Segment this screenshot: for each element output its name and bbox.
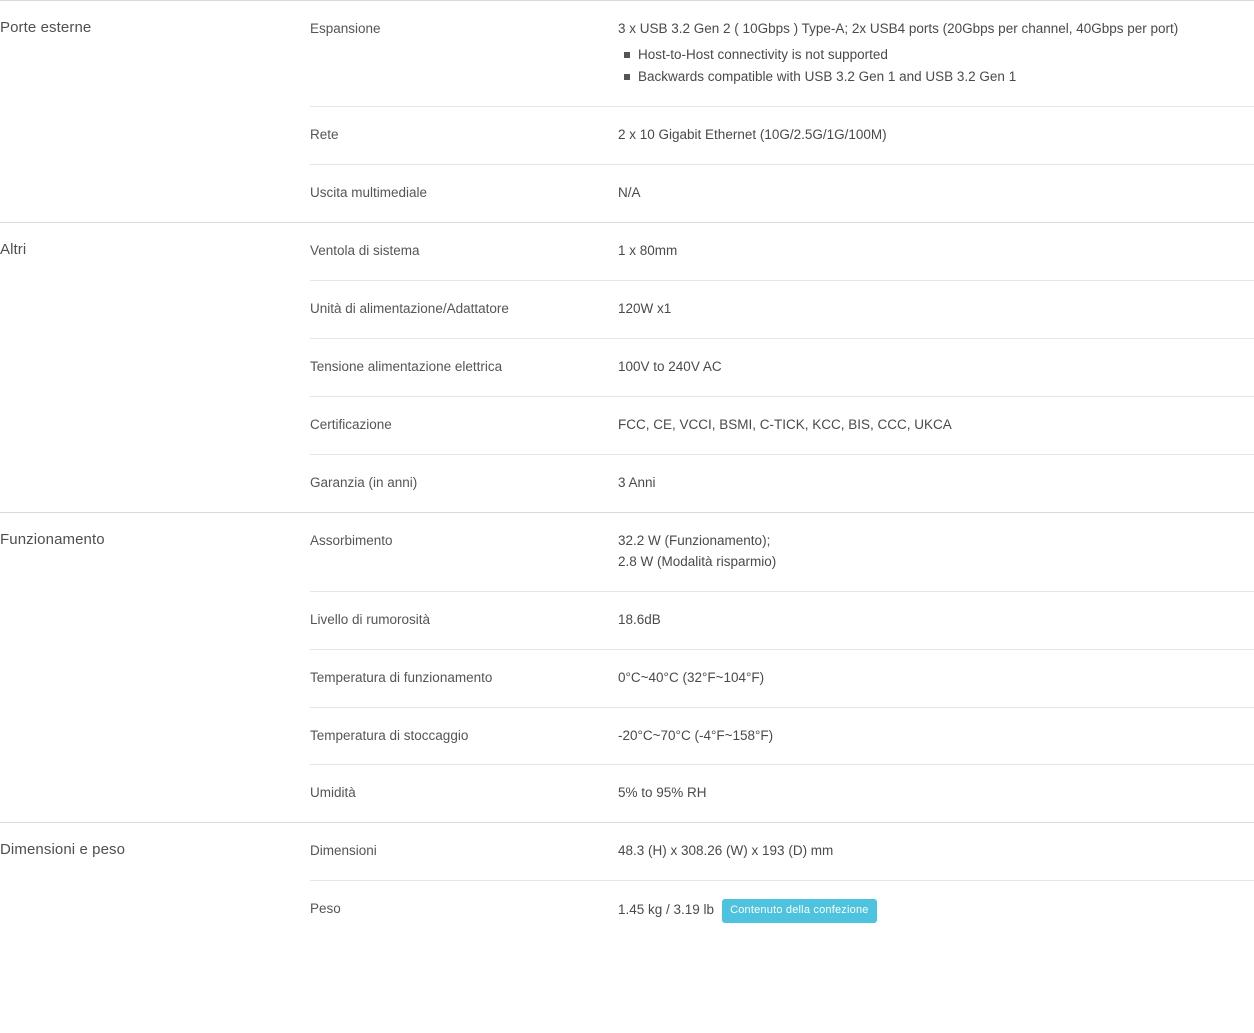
- spec-label: Espansione: [310, 21, 381, 36]
- spec-value: [618, 223, 1254, 280]
- table-row: [0, 1, 1254, 107]
- spec-value-cell: [618, 512, 1254, 591]
- spec-group-label: Dimensioni e peso: [0, 841, 126, 859]
- spec-value-line: 1 x 80mm: [618, 243, 678, 259]
- spec-value-line: N/A: [618, 185, 641, 201]
- table-row: [0, 512, 1254, 591]
- spec-label-cell: [310, 281, 618, 339]
- spec-value: [618, 650, 1254, 707]
- spec-value-line: 32.2 W (Funzionamento);: [618, 532, 771, 548]
- spec-value-line: 120W x1: [618, 301, 672, 317]
- spec-label: Ventola di sistema: [310, 243, 420, 259]
- spec-label-cell: [310, 591, 618, 649]
- spec-label: Temperatura di funzionamento: [310, 669, 493, 685]
- table-row: [0, 823, 1254, 881]
- spec-value: [618, 397, 1254, 454]
- spec-value: [618, 165, 1254, 222]
- spec-label: Umidità: [310, 785, 356, 801]
- spec-value-cell: [618, 823, 1254, 881]
- spec-value-line: 5% to 95% RH: [618, 785, 707, 801]
- spec-value: [618, 107, 1254, 164]
- spec-value-cell: [618, 707, 1254, 765]
- spec-group-label: Porte esterne: [0, 19, 92, 36]
- spec-value-cell: [618, 454, 1254, 512]
- spec-label: Certificazione: [310, 417, 392, 433]
- spec-value-line: 3 x USB 3.2 Gen 2 ( 10Gbps ) Type-A; 2x USB4 ports (20Gbps per channel, 40Gbps per port): [618, 21, 1179, 36]
- spec-label-cell: [310, 165, 618, 223]
- spec-value-cell: [618, 223, 1254, 281]
- table-row: [0, 223, 1254, 281]
- spec-group-label: Funzionamento: [0, 530, 105, 548]
- spec-label-cell: [310, 765, 618, 823]
- spec-value-cell: [618, 165, 1254, 223]
- spec-label: Tensione alimentazione elettrica: [310, 359, 503, 375]
- spec-label-cell: [310, 512, 618, 591]
- spec-value: [618, 339, 1254, 396]
- spec-label-cell: [310, 397, 618, 455]
- spec-label-cell: [310, 107, 618, 165]
- spec-group-cell: [0, 823, 310, 941]
- spec-label: Livello di rumorosità: [310, 611, 431, 627]
- list-item: Backwards compatible with USB 3.2 Gen 1 and USB 3.2 Gen 1: [638, 66, 1254, 88]
- spec-value-line: 48.3 (H) x 308.26 (W) x 193 (D) mm: [618, 843, 834, 859]
- spec-value-line: 2 x 10 Gigabit Ethernet (10G/2.5G/1G/100M): [618, 127, 887, 143]
- spec-value-cell: [618, 591, 1254, 649]
- spec-label-cell: [310, 454, 618, 512]
- spec-group-cell: [0, 223, 310, 513]
- spec-label: Peso: [310, 901, 341, 917]
- specifications-table-body: [0, 1, 1254, 942]
- spec-label-cell: [310, 707, 618, 765]
- spec-label: Unità di alimentazione/Adattatore: [310, 301, 509, 317]
- spec-value-line: -20°C~70°C (-4°F~158°F): [618, 727, 774, 743]
- spec-label-cell: [310, 339, 618, 397]
- spec-value: [618, 708, 1254, 765]
- spec-label: Dimensioni: [310, 843, 377, 859]
- spec-value-line: 1.45 kg / 3.19 lb: [618, 902, 715, 918]
- spec-label-cell: [310, 881, 618, 942]
- spec-value-cell: [618, 1, 1254, 107]
- spec-value: [618, 1, 1254, 106]
- spec-value-line: FCC, CE, VCCI, BSMI, C-TICK, KCC, BIS, CCC, UKCA: [618, 417, 952, 433]
- spec-label-cell: [310, 223, 618, 281]
- spec-value-cell: [618, 881, 1254, 942]
- spec-value: [618, 881, 1254, 941]
- spec-value-cell: [618, 649, 1254, 707]
- spec-group-cell: [0, 512, 310, 823]
- spec-value: [618, 592, 1254, 649]
- spec-value: [618, 281, 1254, 338]
- spec-value-line: 2.8 W (Modalità risparmio): [618, 553, 777, 569]
- spec-value: [618, 823, 1254, 880]
- spec-value-cell: [618, 765, 1254, 823]
- list-item: Host-to-Host connectivity is not supported: [638, 44, 1254, 66]
- spec-value-cell: [618, 339, 1254, 397]
- spec-label: Rete: [310, 127, 339, 143]
- spec-label: Garanzia (in anni): [310, 474, 418, 490]
- spec-value-line: 3 Anni: [618, 474, 656, 490]
- spec-value-line: 0°C~40°C (32°F~104°F): [618, 669, 765, 685]
- package-contents-badge[interactable]: Contenuto della confezione: [722, 899, 877, 923]
- spec-group-label: Altri: [0, 241, 27, 259]
- spec-group-cell: [0, 1, 310, 223]
- spec-label: Uscita multimediale: [310, 185, 428, 201]
- spec-label: Temperatura di stoccaggio: [310, 727, 469, 743]
- spec-label-cell: [310, 649, 618, 707]
- spec-value-line: 100V to 240V AC: [618, 359, 722, 375]
- spec-value: [618, 455, 1254, 512]
- spec-value-bullet-list: [618, 44, 1254, 89]
- spec-value-line: 18.6dB: [618, 611, 661, 627]
- spec-value-cell: [618, 281, 1254, 339]
- spec-value-cell: [618, 397, 1254, 455]
- spec-label: Assorbimento: [310, 532, 393, 548]
- spec-value: [618, 513, 1254, 591]
- spec-label-cell: [310, 1, 618, 107]
- spec-value: [618, 765, 1254, 822]
- spec-label-cell: [310, 823, 618, 881]
- spec-value-cell: [618, 107, 1254, 165]
